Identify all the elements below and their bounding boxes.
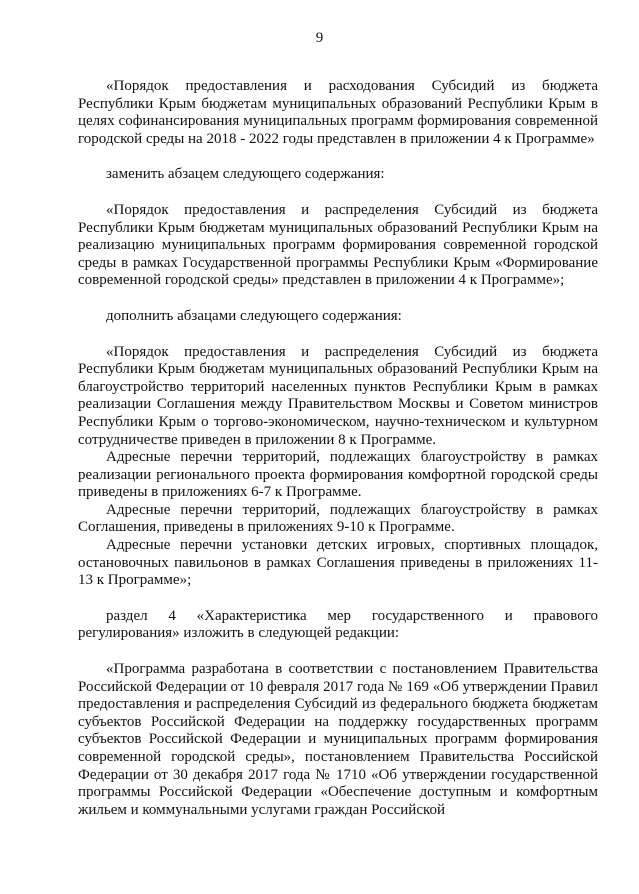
paragraph-5: «Порядок предоставления и распределения Субсидий из бюджета Республики Крым бюджетам муниципальных образований Республики Крым на благоустройство территорий населенных пунктов Республики Крым в рамках реализации Соглашения между Правительством Москвы и Советом министров Республики Крым о торгово-экономическом, научно-техническом и культурном сотрудничестве приведен в приложении 8 к Программе. <box>78 343 598 448</box>
paragraph-9: раздел 4 «Характеристика мер государственного и правового регулирования» изложить в следующей редакции: <box>78 607 598 642</box>
paragraph-1: «Порядок предоставления и расходования Субсидий из бюджета Республики Крым бюджетам муниципальных образований Республики Крым в целях софинансирования муниципальных программ формирования современной городской среды на 2018 - 2022 годы представлен в приложении 4 к Программе» <box>78 78 598 147</box>
document-body <box>78 78 598 819</box>
page-number: 9 <box>315 30 324 46</box>
paragraph-10: «Программа разработана в соответствии с постановлением Правительства Российской Федерации от 10 февраля 2017 года № 169 «Об утверждении Правил предоставления и распределения Субсидий из федерального бюджета бюджетам субъектов Российской Федерации на поддержку государственных программ субъектов Российской Федерации и муниципальных программ формирования современной городской среды», постановлением Правительства Российской Федерации от 30 декабря 2017 года № 1710 «Об утверждении государственной программы Российской Федерации «Обеспечение доступным и комфортным жильем и коммунальными услугами граждан Российской <box>78 661 598 818</box>
paragraph-4: дополнить абзацами следующего содержания: <box>106 307 402 324</box>
paragraph-6: Адресные перечни территорий, подлежащих благоустройству в рамках реализации регионального проекта формирования комфортной городской среды приведены в приложениях 6-7 к Программе. <box>78 449 598 501</box>
paragraph-8: Адресные перечни установки детских игровых, спортивных площадок, остановочных павильонов в рамках Соглашения приведены в приложениях 11-13 к Программе»; <box>78 537 598 589</box>
paragraph-7: Адресные перечни территорий, подлежащих благоустройству в рамках Соглашения, приведены в приложениях 9-10 к Программе. <box>78 501 598 536</box>
paragraph-3: «Порядок предоставления и распределения Субсидий из бюджета Республики Крым бюджетам муниципальных образований Республики Крым на реализацию муниципальных программ формирования современной городской среды в рамках Государственной программы Республики Крым «Формирование современной городской среды» представлен в приложении 4 к Программе»; <box>78 201 598 289</box>
paragraph-2: заменить абзацем следующего содержания: <box>106 166 385 183</box>
